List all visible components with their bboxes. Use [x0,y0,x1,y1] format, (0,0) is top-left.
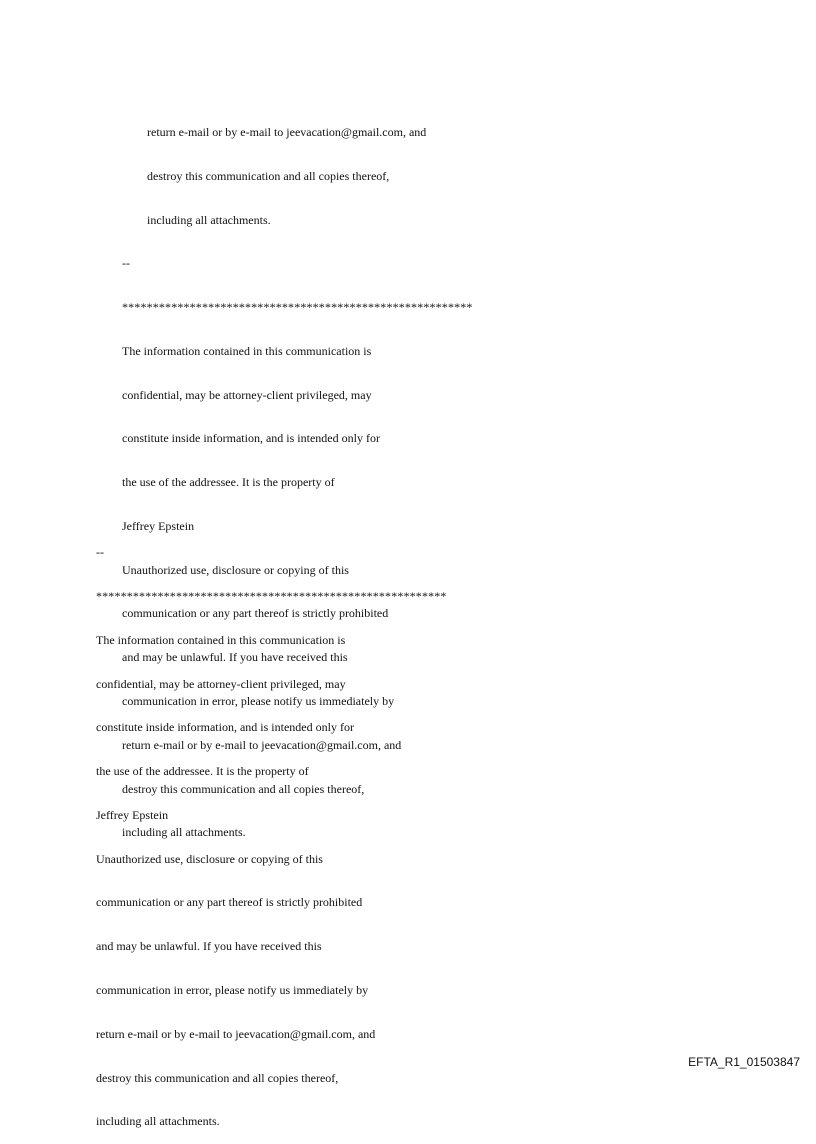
disclaimer-line: return e-mail or by e-mail to jeevacation@gmail.com, and [96,1026,376,1041]
disclaimer-line: communication in error, please notify us immediately by [96,983,369,997]
disclaimer-line: confidential, may be attorney-client privileged, may [122,387,372,402]
disclaimer-line: the use of the addressee. It is the property of [96,764,309,779]
disclaimer-line: The information contained in this communication is [122,343,372,358]
disclaimer-line: Unauthorized use, disclosure or copying of this [96,851,323,866]
disclaimer-line: constitute inside information, and is intended only for [122,431,380,446]
disclaimer-line: and may be unlawful. If you have received this [122,650,348,665]
disclaimer-line: Jeffrey Epstein [96,807,169,822]
disclaimer-line: confidential, may be attorney-client privileged, may [96,676,346,691]
disclaimer-line: Jeffrey Epstein [122,518,195,533]
separator-dash: -- [96,545,104,560]
separator-stars: ********************************************************* [122,299,473,314]
disclaimer-line: The information contained in this communication is [96,632,346,647]
disclaimer-line: constitute inside information, and is intended only for [96,720,354,735]
disclaimer-line: destroy this communication and all copies thereof, [122,781,365,796]
disclaimer-line: including all attachments. [96,1114,220,1129]
disclaimer-line: return e-mail or by e-mail to jeevacation@gmail.com, and [147,125,427,140]
disclaimer-line: communication or any part thereof is strictly prohibited [96,895,363,910]
disclaimer-line: communication or any part thereof is strictly prohibited [122,606,389,621]
separator-stars: ********************************************************* [96,588,447,603]
disclaimer-line: including all attachments. [122,825,246,840]
disclaimer-line: return e-mail or by e-mail to jeevacation@gmail.com, and [122,737,402,752]
separator-dash: -- [122,256,130,271]
disclaimer-line: Unauthorized use, disclosure or copying of this [122,562,349,577]
disclaimer-line: including all attachments. [147,212,271,227]
disclaimer-line: the use of the addressee. It is the property of [122,475,335,490]
disclaimer-line: communication in error, please notify us immediately by [122,694,395,708]
document-id: EFTA_R1_01503847 [688,1055,800,1069]
disclaimer-block-top [147,96,426,242]
disclaimer-line: destroy this communication and all copies thereof, [96,1070,339,1085]
disclaimer-line: and may be unlawful. If you have received this [96,939,322,954]
disclaimer-block-bottom [96,516,447,1144]
disclaimer-line: destroy this communication and all copies thereof, [147,168,390,183]
